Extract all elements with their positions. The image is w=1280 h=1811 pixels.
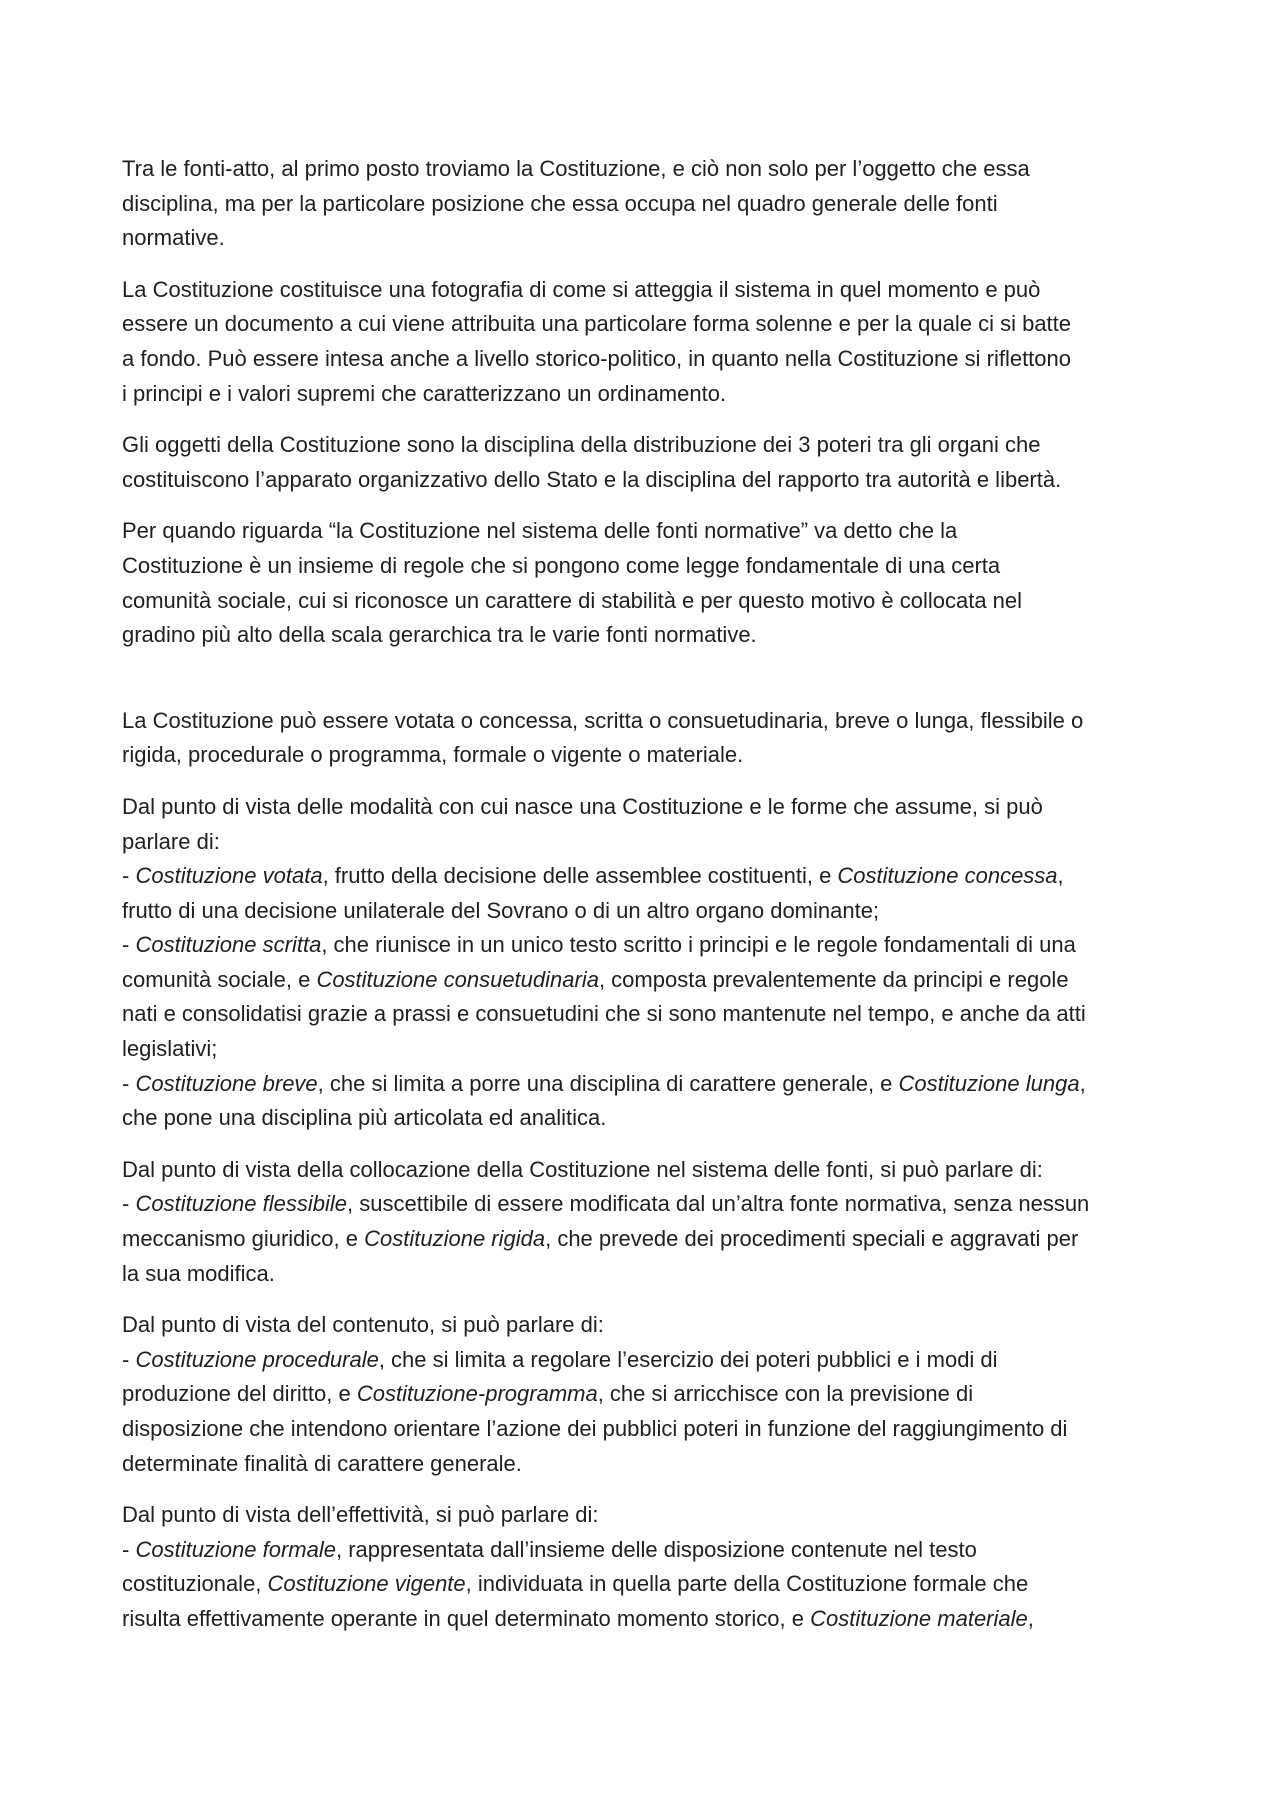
text-line (122, 1602, 1172, 1637)
paragraph (122, 1153, 1172, 1291)
text-line (122, 1343, 1172, 1378)
text-line (122, 273, 1172, 308)
paragraph (122, 1498, 1172, 1636)
text-run: , (1027, 1605, 1034, 1631)
text-run: - (122, 1536, 136, 1562)
italic-term: Costituzione breve (135, 1070, 318, 1096)
text-run: - (122, 1346, 136, 1372)
text-line (122, 790, 1172, 825)
text-line (122, 738, 1172, 773)
text-run: Tra le fonti-atto, al primo posto troviamo la Costituzione, e ciò non solo per l’oggetto che essa (122, 156, 1030, 181)
text-run: legislativi; (122, 1036, 218, 1062)
text-run: nati e consolidatisi grazie a prassi e consuetudini che si sono mantenute nel tempo, e anche da atti (122, 1001, 1086, 1027)
italic-term: Costituzione vigente (267, 1571, 466, 1597)
text-run: , che prevede dei procedimenti speciali e aggravati per (545, 1226, 1079, 1252)
text-run: comunità sociale, e (122, 966, 317, 992)
text-line (122, 584, 1172, 619)
text-run: La Costituzione costituisce una fotografia di come si atteggia il sistema in quel momento e può (122, 276, 1041, 302)
italic-term: Costituzione rigida (364, 1226, 546, 1252)
text-run: parlare di: (122, 828, 220, 854)
text-line (122, 1222, 1172, 1257)
paragraph (122, 514, 1172, 652)
italic-term: Costituzione consuetudinaria (316, 966, 599, 992)
text-line (122, 1498, 1172, 1533)
italic-term: Costituzione votata (135, 863, 323, 889)
text-run: Per quando riguarda “la Costituzione nel sistema delle fonti normative” va detto che la (122, 518, 958, 544)
text-line (122, 1101, 1172, 1136)
text-line (122, 514, 1172, 549)
text-run: disposizione che intendono orientare l’azione dei pubblici poteri in funzione del raggiungimento di (122, 1416, 1068, 1441)
text-run: , che si arricchisce con la previsione di (597, 1381, 974, 1407)
text-line (122, 1257, 1172, 1292)
text-line (122, 928, 1172, 963)
paragraph (122, 790, 1172, 1136)
text-run: Dal punto di vista della collocazione della Costituzione nel sistema delle fonti, si può parlare di: (122, 1156, 1043, 1182)
text-run: , frutto della decisione delle assemblee costituenti, e (322, 863, 838, 889)
text-run: , (1057, 863, 1064, 889)
text-run: frutto di una decisione unilaterale del Sovrano o di un altro organo dominante; (122, 897, 880, 923)
text-line (122, 221, 1172, 256)
text-run: - (122, 1191, 136, 1217)
paragraph (122, 152, 1172, 256)
text-run: , che riunisce in un unico testo scritto i principi e le regole fondamentali di una (321, 932, 1076, 958)
text-run: determinate finalità di carattere generale. (122, 1450, 522, 1476)
italic-term: Costituzione-programma (356, 1381, 598, 1407)
paragraph (122, 428, 1172, 497)
text-run: - (122, 1070, 136, 1096)
text-line (122, 704, 1172, 739)
italic-term: Costituzione concessa (837, 863, 1058, 889)
text-run: gradino più alto della scala gerarchica tra le varie fonti normative. (122, 622, 757, 648)
text-run: Costituzione è un insieme di regole che si pongono come legge fondamentale di una certa (122, 552, 1001, 578)
text-line (122, 463, 1172, 498)
text-line (122, 1187, 1172, 1222)
italic-term: Costituzione formale (135, 1536, 336, 1562)
italic-term: Costituzione procedurale (135, 1346, 379, 1372)
text-line (122, 307, 1172, 342)
text-run: Gli oggetti della Costituzione sono la disciplina della distribuzione dei 3 poteri tra gli organi che (122, 432, 1041, 458)
text-run: costituiscono l’apparato organizzativo dello Stato e la disciplina del rapporto tra autorità e libertà. (122, 466, 1062, 492)
text-line (122, 1308, 1172, 1343)
paragraph (122, 273, 1172, 411)
text-run: normative. (122, 225, 225, 251)
text-run: essere un documento a cui viene attribuita una particolare forma solenne e per la quale ci si batte (122, 311, 1072, 337)
text-run: , individuata in quella parte della Costituzione formale che (465, 1571, 1029, 1597)
text-line (122, 1067, 1172, 1102)
text-line (122, 894, 1172, 929)
text-run: - (122, 932, 136, 958)
text-line (122, 618, 1172, 653)
text-line (122, 1153, 1172, 1188)
text-line (122, 342, 1172, 377)
text-run: , (1079, 1070, 1086, 1096)
italic-term: Costituzione scritta (135, 932, 322, 958)
text-run: che pone una disciplina più articolata ed analitica. (122, 1105, 607, 1131)
text-run: comunità sociale, cui si riconosce un carattere di stabilità e per questo motivo è collocata nel (122, 587, 1023, 613)
text-line (122, 997, 1172, 1032)
text-run: risulta effettivamente operante in quel determinato momento storico, e (122, 1605, 811, 1631)
text-line (122, 1377, 1172, 1412)
text-run: , che si limita a porre una disciplina di carattere generale, e (317, 1070, 899, 1096)
text-run: i principi e i valori supremi che caratterizzano un ordinamento. (122, 380, 727, 406)
text-line (122, 1412, 1172, 1447)
text-run: La Costituzione può essere votata o concessa, scritta o consuetudinaria, breve o lunga, flessibile o (122, 707, 1084, 733)
text-line (122, 1533, 1172, 1568)
text-line (122, 152, 1172, 187)
text-line (122, 859, 1172, 894)
text-line (122, 1032, 1172, 1067)
text-run: la sua modifica. (122, 1260, 275, 1286)
text-run: Dal punto di vista dell’effettività, si può parlare di: (122, 1502, 599, 1528)
italic-term: Costituzione lunga (898, 1070, 1080, 1096)
document-page (122, 152, 1172, 1654)
text-run: , suscettibile di essere modificata dal un’altra fonte normativa, senza nessun (347, 1191, 1090, 1217)
text-line (122, 825, 1172, 860)
paragraph (122, 704, 1172, 773)
paragraph (122, 1308, 1172, 1481)
text-line (122, 1567, 1172, 1602)
text-run: , che si limita a regolare l’esercizio dei poteri pubblici e i modi di (378, 1346, 998, 1372)
text-run: disciplina, ma per la particolare posizione che essa occupa nel quadro generale delle fonti (122, 190, 998, 216)
text-run: Dal punto di vista delle modalità con cui nasce una Costituzione e le forme che assume, si può (122, 793, 1043, 819)
text-run: rigida, procedurale o programma, formale o vigente o materiale. (122, 742, 744, 768)
text-run: costituzionale, (122, 1571, 268, 1597)
italic-term: Costituzione materiale (810, 1605, 1028, 1631)
text-run: Dal punto di vista del contenuto, si può parlare di: (122, 1312, 604, 1338)
italic-term: Costituzione flessibile (135, 1191, 347, 1217)
text-run: , composta prevalentemente da principi e regole (598, 966, 1069, 992)
text-line (122, 549, 1172, 584)
text-line (122, 963, 1172, 998)
text-run: , rappresentata dall’insieme delle disposizione contenute nel testo (336, 1536, 977, 1562)
text-run: a fondo. Può essere intesa anche a livello storico-politico, in quanto nella Costituzione si riflettono (122, 345, 1071, 371)
text-line (122, 187, 1172, 222)
text-run: produzione del diritto, e (122, 1381, 357, 1407)
text-line (122, 377, 1172, 412)
text-run: meccanismo giuridico, e (122, 1226, 365, 1252)
text-line (122, 1447, 1172, 1482)
text-run: - (122, 863, 136, 889)
text-line (122, 428, 1172, 463)
